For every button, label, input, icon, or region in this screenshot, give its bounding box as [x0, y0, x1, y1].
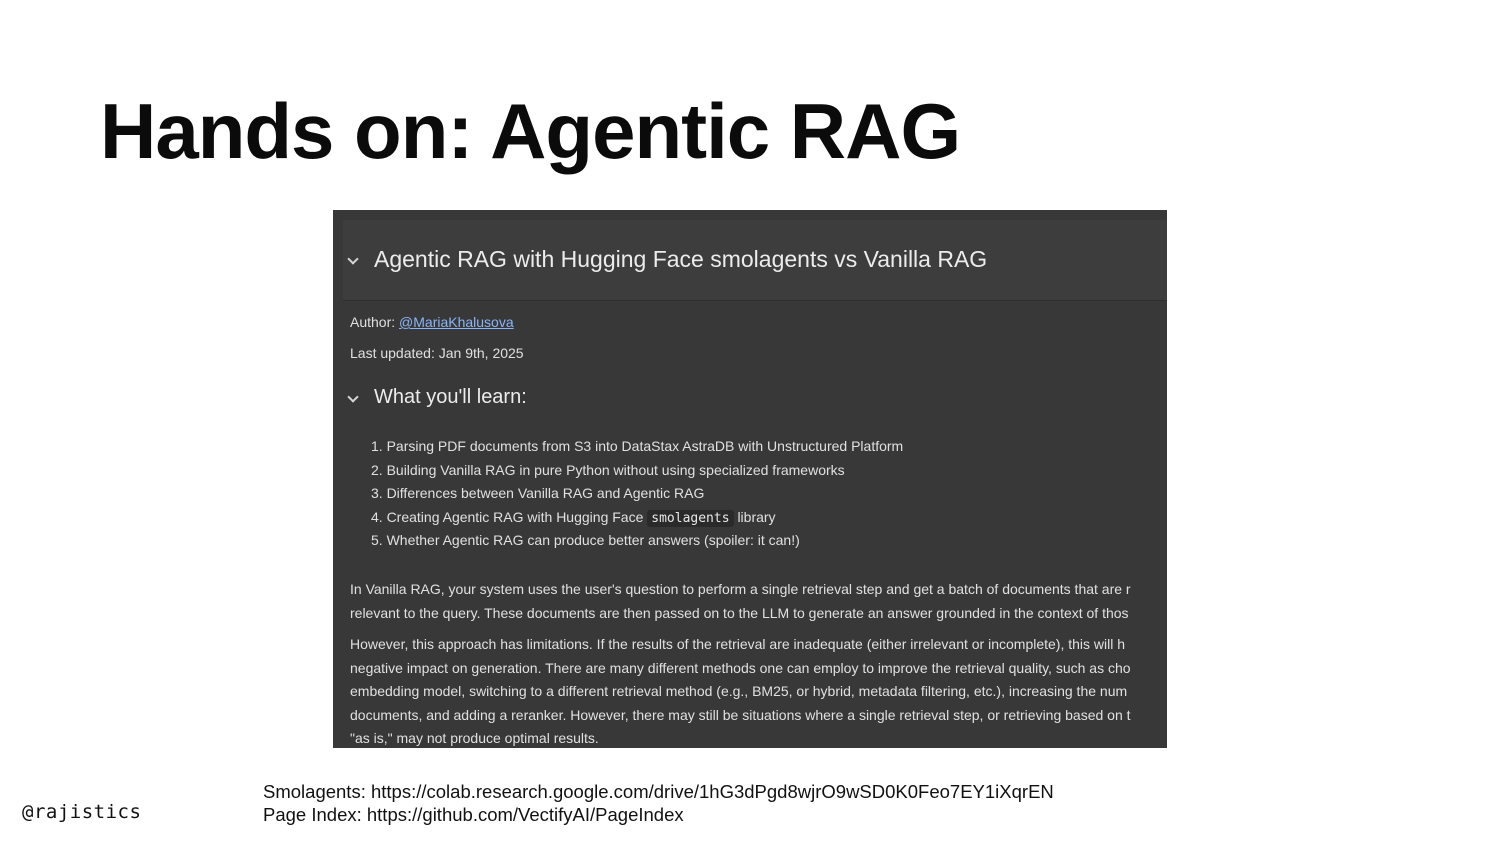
- author-line: [350, 314, 514, 330]
- list-item-suffix: library: [737, 508, 776, 525]
- list-item: 5. Whether Agentic RAG can produce better answers (spoiler: it can!): [371, 532, 800, 549]
- paragraph-vanilla-rag: [350, 578, 1167, 625]
- list-item: 2. Building Vanilla RAG in pure Python without using specialized frameworks: [371, 461, 845, 478]
- paragraph-line: negative impact on generation. There are many different methods one can employ to improve the retrieval quality, such as cho: [350, 659, 1131, 676]
- learn-list: [371, 435, 903, 553]
- slide-title: Hands on: Agentic RAG: [100, 87, 961, 175]
- reference-smolagents: Smolagents: https://colab.research.google.com/drive/1hG3dPgd8wjrO9wSD0K0Feo7EY1iXqrEN: [263, 781, 1054, 802]
- author-handle: @rajistics: [22, 801, 142, 823]
- references: [263, 780, 1054, 826]
- paragraph-line: "as is," may not produce optimal results.: [350, 730, 599, 747]
- code-snippet: smolagents: [647, 510, 733, 527]
- chevron-down-icon[interactable]: [347, 391, 358, 402]
- paragraph-line: relevant to the query. These documents are then passed on to the LLM to generate an answer grounded in the context of thos: [350, 604, 1129, 621]
- notebook-screenshot: [333, 210, 1167, 748]
- paragraph-line: In Vanilla RAG, your system uses the user's question to perform a single retrieval step and get a batch of documents that are r: [350, 581, 1131, 597]
- reference-page-index: Page Index: https://github.com/VectifyAI/PageIndex: [263, 804, 684, 825]
- list-item: [371, 506, 903, 530]
- paragraph-limitations: [350, 633, 1167, 748]
- paragraph-line: documents, and adding a reranker. However, there may still be situations where a single retrieval step, or retrieving based on t: [350, 706, 1131, 723]
- author-link[interactable]: @MariaKhalusova: [399, 314, 514, 330]
- last-updated: Last updated: Jan 9th, 2025: [350, 345, 524, 361]
- learn-heading: What you'll learn:: [374, 386, 527, 408]
- notebook-heading: Agentic RAG with Hugging Face smolagents vs Vanilla RAG: [374, 246, 988, 272]
- paragraph-line: However, this approach has limitations. If the results of the retrieval are inadequate (either irrelevant or incomplete), this will h: [350, 636, 1126, 652]
- author-label: Author:: [350, 314, 396, 330]
- list-item-text: 4. Creating Agentic RAG with Hugging Face: [371, 508, 644, 525]
- list-item: 3. Differences between Vanilla RAG and Agentic RAG: [371, 485, 705, 502]
- paragraph-line: embedding model, switching to a different retrieval method (e.g., BM25, or hybrid, metadata filtering, etc.), increasing the num: [350, 683, 1128, 700]
- list-item: 1. Parsing PDF documents from S3 into DataStax AstraDB with Unstructured Platform: [371, 438, 904, 454]
